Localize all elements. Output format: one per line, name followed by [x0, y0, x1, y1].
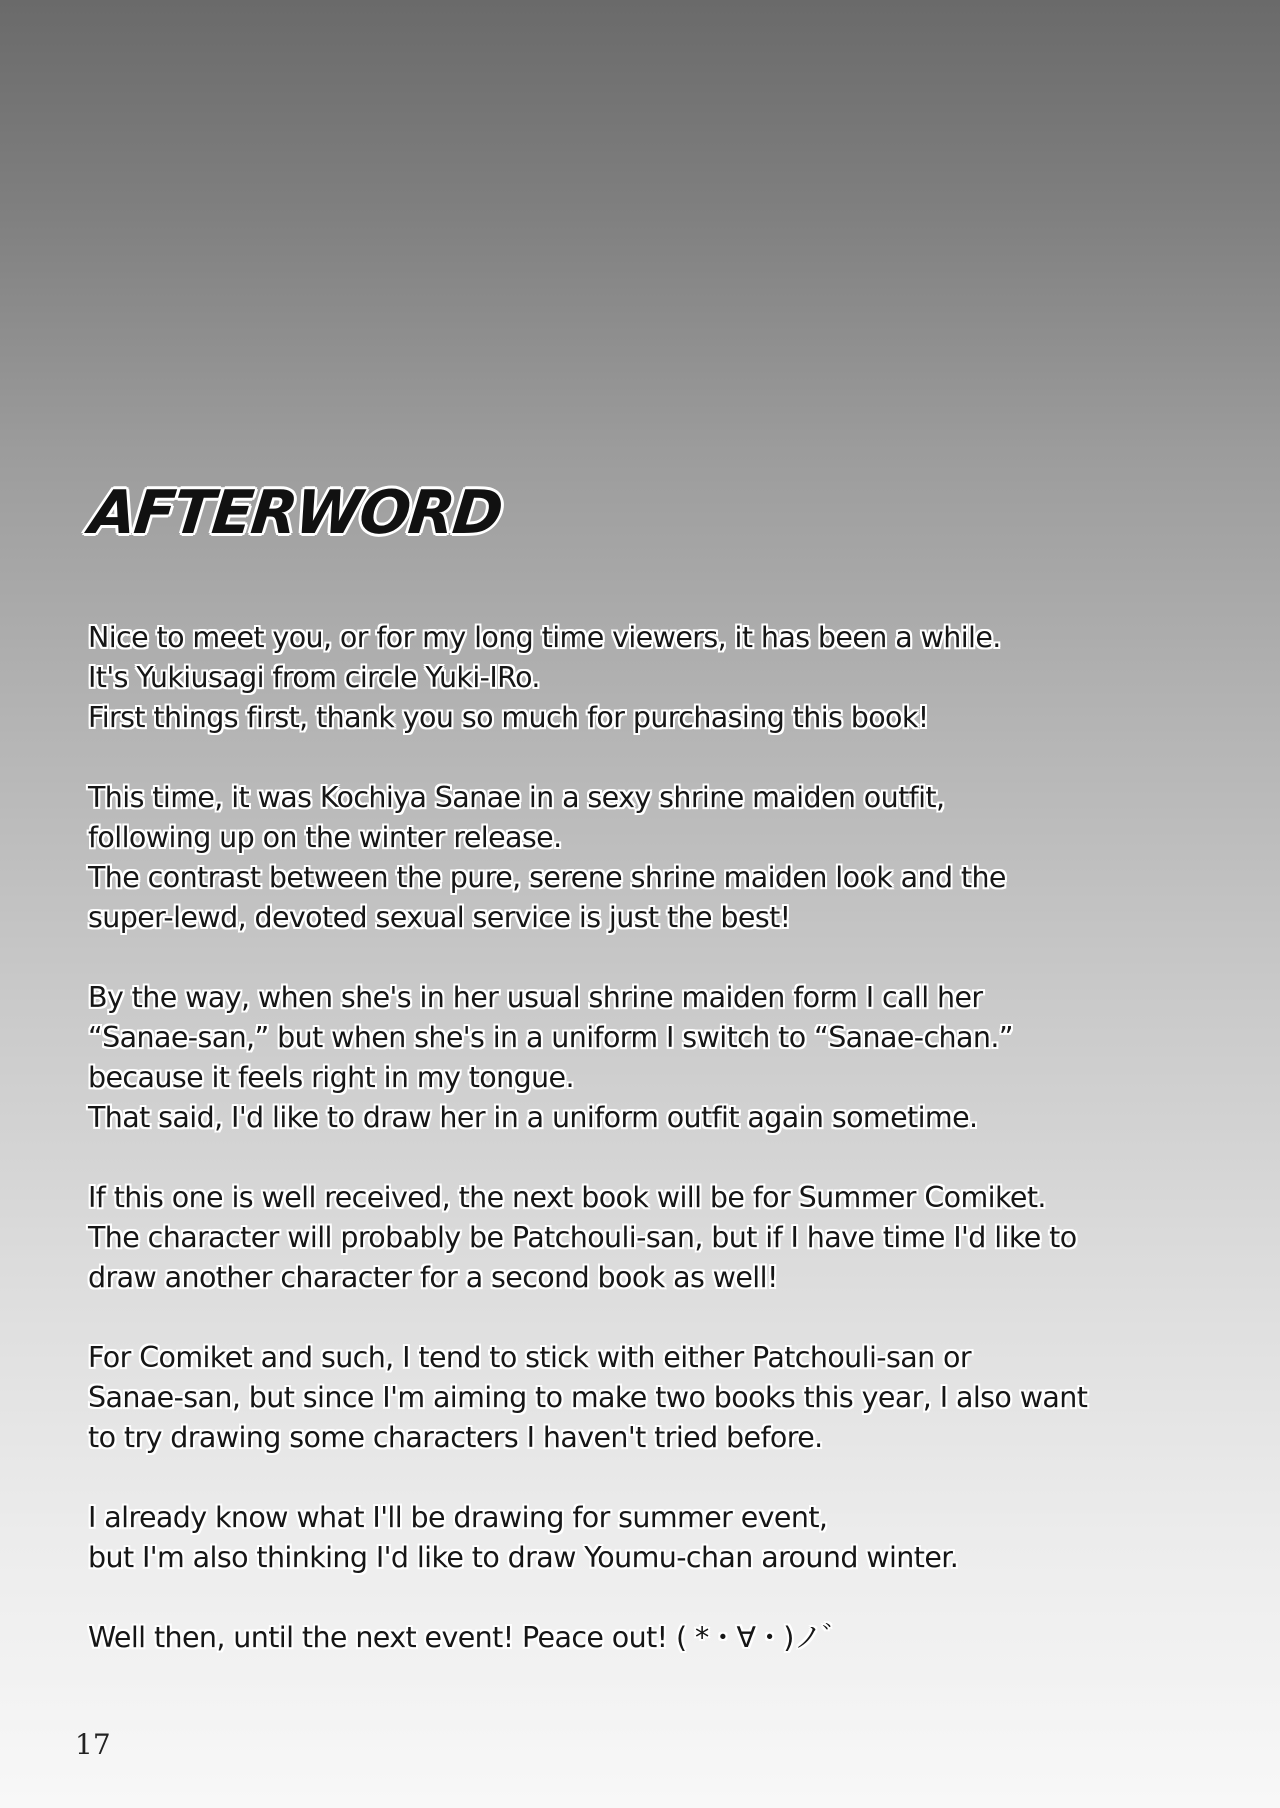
- paragraph-1: [88, 618, 1208, 738]
- paragraph-2: [88, 778, 1208, 938]
- text-line: The contrast between the pure, serene shrine maiden look and the: [88, 861, 1006, 894]
- text-line: following up on the winter release.: [88, 821, 562, 854]
- text-line: If this one is well received, the next book will be for Summer Comiket.: [88, 1181, 1046, 1214]
- text-line: Nice to meet you, or for my long time viewers, it has been a while.: [88, 621, 1001, 654]
- text-line: but I'm also thinking I'd like to draw Youmu-chan around winter.: [88, 1541, 959, 1574]
- text-line: draw another character for a second book as well!: [88, 1261, 778, 1294]
- text-line: to try drawing some characters I haven't tried before.: [88, 1421, 823, 1454]
- afterword-body: [88, 618, 1208, 1698]
- text-line: For Comiket and such, I tend to stick with either Patchouli-san or: [88, 1341, 971, 1374]
- text-line: “Sanae-san,” but when she's in a uniform I switch to “Sanae-chan.”: [88, 1021, 1013, 1054]
- text-line: because it feels right in my tongue.: [88, 1061, 574, 1094]
- text-line: By the way, when she's in her usual shrine maiden form I call her: [88, 981, 983, 1014]
- paragraph-3: [88, 978, 1208, 1138]
- text-line: Well then, until the next event! Peace out! ( *・∀・)ノ゛: [88, 1621, 850, 1654]
- text-line: It's Yukiusagi from circle Yuki-IRo.: [88, 661, 540, 694]
- text-line: Sanae-san, but since I'm aiming to make two books this year, I also want: [88, 1381, 1088, 1414]
- page-title: AFTERWORD: [86, 478, 505, 548]
- paragraph-6: [88, 1498, 1208, 1578]
- paragraph-5: [88, 1338, 1208, 1458]
- text-line: super-lewd, devoted sexual service is just the best!: [88, 901, 791, 934]
- text-line: That said, I'd like to draw her in a uniform outfit again sometime.: [88, 1101, 978, 1134]
- text-line: This time, it was Kochiya Sanae in a sexy shrine maiden outfit,: [88, 781, 945, 814]
- paragraph-4: [88, 1178, 1208, 1298]
- text-line: I already know what I'll be drawing for summer event,: [88, 1501, 828, 1534]
- text-line: First things first, thank you so much for purchasing this book!: [88, 701, 929, 734]
- text-line: The character will probably be Patchouli-san, but if I have time I'd like to: [88, 1221, 1077, 1254]
- page-number: 17: [75, 1728, 111, 1761]
- paragraph-7: [88, 1618, 1208, 1658]
